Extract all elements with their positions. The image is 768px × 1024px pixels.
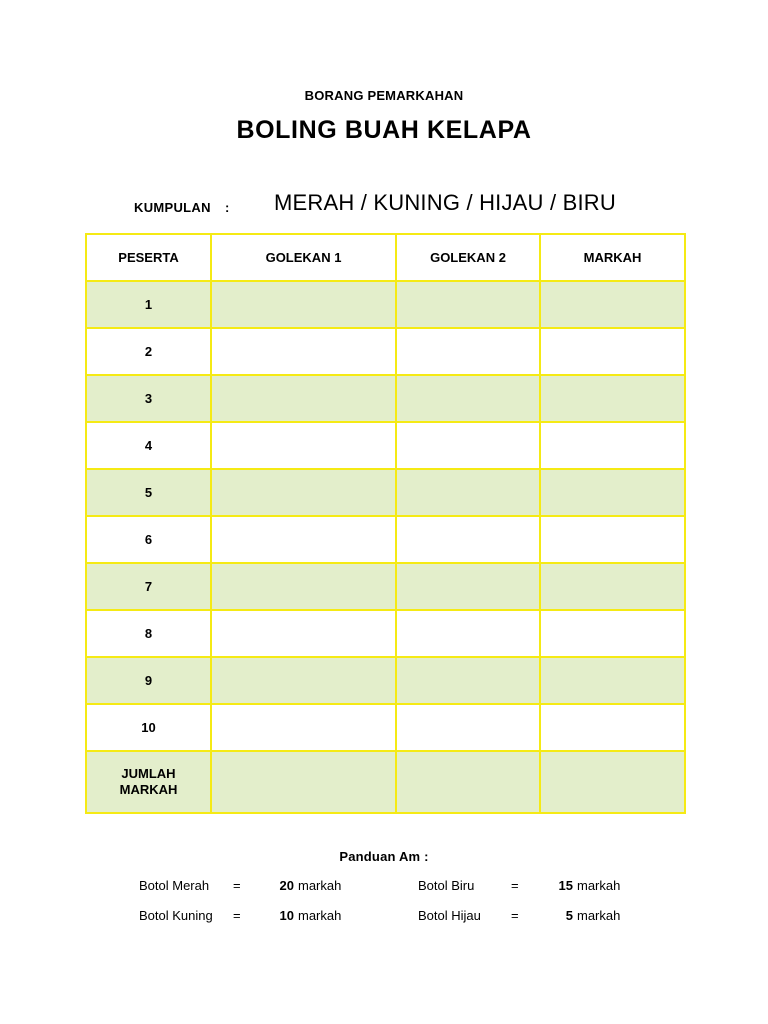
column-header-markah: MARKAH [540,234,685,281]
markah-cell[interactable] [540,328,685,375]
guide-item-equals: = [233,908,241,923]
guide-item-name: Botol Kuning [139,908,213,923]
guide-item-value: 5 [565,908,573,923]
markah-cell[interactable] [540,657,685,704]
golekan-2-cell[interactable] [396,516,540,563]
markah-cell[interactable] [540,563,685,610]
table-row [86,563,685,610]
guide-item-value: 15 [558,878,573,893]
golekan-1-cell[interactable] [211,704,396,751]
total-golekan-2-cell[interactable] [396,751,540,813]
markah-cell[interactable] [540,422,685,469]
guide-item-value: 20 [279,878,294,893]
column-header-golekan-1: GOLEKAN 1 [211,234,396,281]
participant-number: 5 [86,469,211,516]
guide-item-unit: markah [577,908,621,923]
table-row [86,281,685,328]
participant-number: 4 [86,422,211,469]
guide-item-name: Botol Biru [418,878,475,893]
guide-item-name: Botol Merah [139,878,210,893]
golekan-2-cell[interactable] [396,375,540,422]
guide-item-unit: markah [298,878,342,893]
golekan-1-cell[interactable] [211,375,396,422]
group-separator: : [225,200,230,215]
table-row [86,375,685,422]
markah-cell[interactable] [540,281,685,328]
golekan-2-cell[interactable] [396,469,540,516]
group-label: KUMPULAN [134,200,211,215]
markah-cell[interactable] [540,469,685,516]
table-row [86,328,685,375]
guide-item-name: Botol Hijau [418,908,481,923]
markah-cell[interactable] [540,516,685,563]
form-subtitle: BORANG PEMARKAHAN [304,88,464,103]
guide-item-value: 10 [279,908,294,923]
total-label-line-1: JUMLAH [121,766,176,781]
table-row [86,610,685,657]
markah-cell[interactable] [540,610,685,657]
golekan-1-cell[interactable] [211,516,396,563]
total-label [86,751,211,813]
participant-number: 9 [86,657,211,704]
total-label-line-2: MARKAH [119,782,178,797]
table-row [86,657,685,704]
participant-number: 3 [86,375,211,422]
table-header-row [86,234,685,281]
golekan-1-cell[interactable] [211,563,396,610]
golekan-2-cell[interactable] [396,281,540,328]
golekan-1-cell[interactable] [211,281,396,328]
golekan-1-cell[interactable] [211,469,396,516]
golekan-1-cell[interactable] [211,610,396,657]
golekan-2-cell[interactable] [396,328,540,375]
participant-number: 8 [86,610,211,657]
participant-number: 2 [86,328,211,375]
golekan-1-cell[interactable] [211,328,396,375]
total-markah-cell[interactable] [540,751,685,813]
guide-item-equals: = [511,908,519,923]
participant-number: 7 [86,563,211,610]
golekan-1-cell[interactable] [211,657,396,704]
table-row [86,704,685,751]
markah-cell[interactable] [540,704,685,751]
page-title: BOLING BUAH KELAPA [236,116,532,144]
score-table [85,233,686,814]
guide-item-equals: = [511,878,519,893]
column-header-peserta: PESERTA [86,234,211,281]
golekan-2-cell[interactable] [396,610,540,657]
golekan-1-cell[interactable] [211,422,396,469]
total-golekan-1-cell[interactable] [211,751,396,813]
table-row [86,469,685,516]
table-row [86,516,685,563]
table-row [86,422,685,469]
guide-item-unit: markah [577,878,621,893]
total-row [86,751,685,813]
golekan-2-cell[interactable] [396,704,540,751]
group-options: MERAH / KUNING / HIJAU / BIRU [274,190,616,215]
markah-cell[interactable] [540,375,685,422]
column-header-golekan-2: GOLEKAN 2 [396,234,540,281]
guide-item-equals: = [233,878,241,893]
golekan-2-cell[interactable] [396,563,540,610]
golekan-2-cell[interactable] [396,657,540,704]
participant-number: 6 [86,516,211,563]
participant-number: 10 [86,704,211,751]
participant-number: 1 [86,281,211,328]
guide-title: Panduan Am : [339,849,429,864]
guide-item-unit: markah [298,908,342,923]
golekan-2-cell[interactable] [396,422,540,469]
